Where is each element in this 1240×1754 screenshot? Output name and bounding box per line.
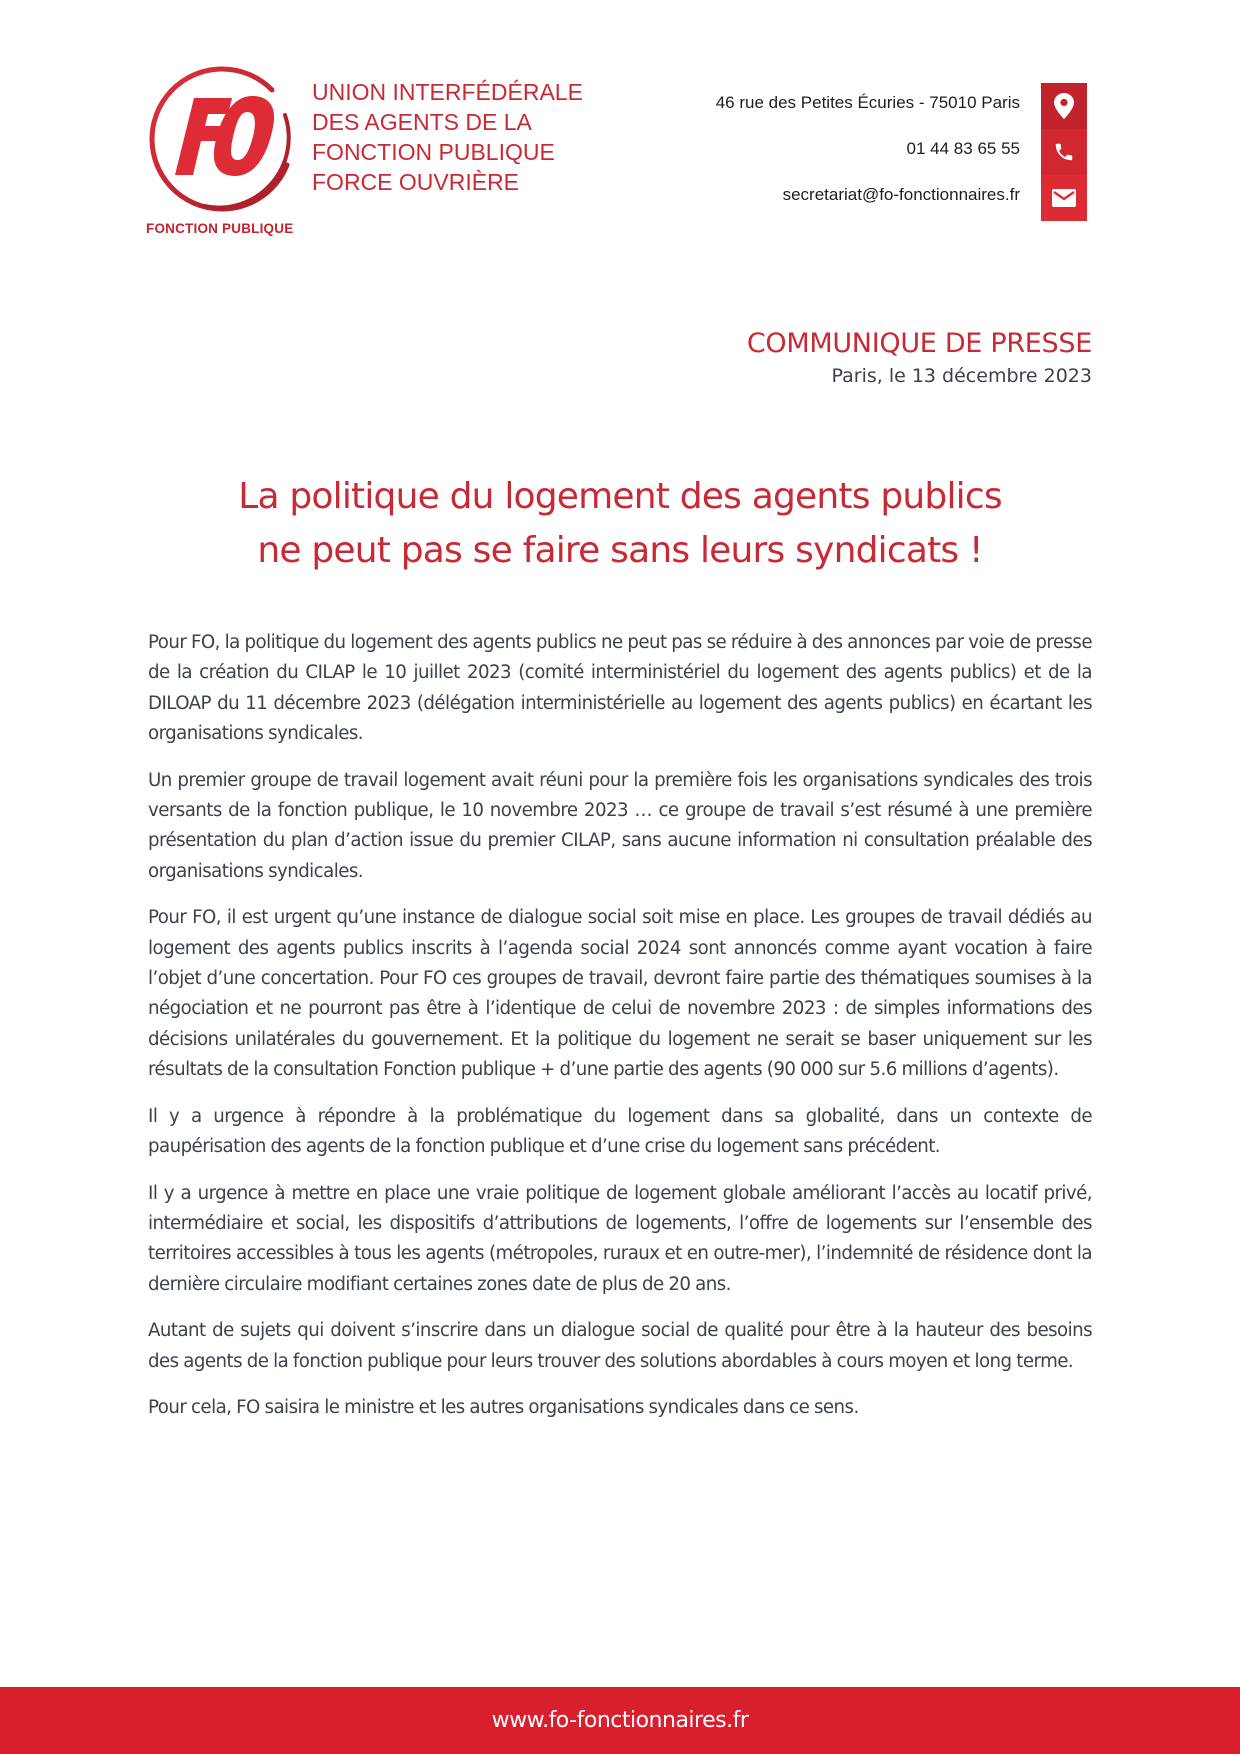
contact-address: 46 rue des Petites Écuries - 75010 Paris xyxy=(715,93,1020,112)
contact-phone: 01 44 83 65 55 xyxy=(906,139,1020,158)
press-release-header xyxy=(747,326,1092,390)
headline-line: ne peut pas se faire sans leurs syndicats ! xyxy=(257,530,983,571)
body-paragraph: Il y a urgence à mettre en place une vraie politique de logement globale améliorant l’accès au locatif privé, intermédiaire et social, les dispositifs d’attributions de logements, l’offre de logements sur l’ensemble des territoires accessibles à tous les agents (métropoles, ruraux et en outre-mer), l’indemnité de résidence dont la dernière circulaire modifiant certaines zones date de plus de 20 ans. xyxy=(148,1182,1092,1295)
headline-line: La politique du logement des agents publics xyxy=(238,476,1002,517)
logo-caption: FONCTION PUBLIQUE xyxy=(146,221,294,236)
body-paragraph: Il y a urgence à répondre à la problématique du logement dans sa globalité, dans un contexte de paupérisation des agents de la fonction publique et d’une crise du logement sans précédent. xyxy=(148,1105,1092,1158)
contact-info xyxy=(716,83,1020,221)
contact-icons xyxy=(1041,83,1087,221)
organization-name xyxy=(312,77,583,197)
press-release-date: Paris, le 13 décembre 2023 xyxy=(831,365,1092,387)
body-paragraph: Pour FO, il est urgent qu’une instance de dialogue social soit mise en place. Les groupes de travail dédiés au logement des agents publics inscrits à l’agenda social 2024 sont annoncés comme ayant vocation à faire l’objet d’une concertation. Pour FO ces groupes de travail, devront faire partie des thématiques soumises à la négociation et ne pourront pas être à l’identique de celui de novembre 2023 : de simples informations des décisions unilatérales du gouvernement. Et la politique du logement ne serait se baser uniquement sur les résultats de la consultation Fonction publique + d’une partie des agents (90 000 sur 5.6 millions d’agents). xyxy=(148,907,1092,1081)
footer-website-link[interactable]: www.fo-fonctionnaires.fr xyxy=(491,1708,749,1733)
press-release-title: COMMUNIQUE DE PRESSE xyxy=(746,328,1092,359)
map-pin-icon xyxy=(1041,83,1087,129)
org-name-line: FONCTION PUBLIQUE xyxy=(312,139,555,165)
org-name-line: FORCE OUVRIÈRE xyxy=(312,169,520,195)
org-name-line: UNION INTERFÉDÉRALE xyxy=(312,79,583,105)
fo-logo xyxy=(140,60,310,240)
contact-email[interactable]: secretariat@fo-fonctionnaires.fr xyxy=(782,185,1020,204)
body-paragraph: Pour FO, la politique du logement des agents publics ne peut pas se réduire à des annonces par voie de presse de la création du CILAP le 10 juillet 2023 (comité interministériel du logement des agents publics) et de la DILOAP du 11 décembre 2023 (délégation interministérielle au logement des agents publics) en écartant les organisations syndicales. xyxy=(148,632,1092,745)
fo-logo-emblem xyxy=(144,60,304,220)
body-paragraph: Un premier groupe de travail logement avait réuni pour la première fois les organisations syndicales des trois versants de la fonction publique, le 10 novembre 2023 … ce groupe de travail s’est résumé à une première présentation du plan d’action issue du premier CILAP, sans aucune information ni consultation préalable des organisations syndicales. xyxy=(148,769,1092,882)
body-paragraph: Autant de sujets qui doivent s’inscrire dans un dialogue social de qualité pour être à la hauteur des besoins des agents de la fonction publique pour leurs trouver des solutions abordables à cours moyen et long terme. xyxy=(148,1320,1092,1372)
phone-icon xyxy=(1041,129,1087,175)
body-paragraph: Pour cela, FO saisira le ministre et les autres organisations syndicales dans ce sens. xyxy=(148,1396,859,1418)
org-name-line: DES AGENTS DE LA xyxy=(312,109,532,135)
body-text xyxy=(148,628,1092,1439)
footer-bar xyxy=(0,1687,1240,1754)
headline xyxy=(148,470,1092,578)
mail-icon xyxy=(1041,175,1087,221)
